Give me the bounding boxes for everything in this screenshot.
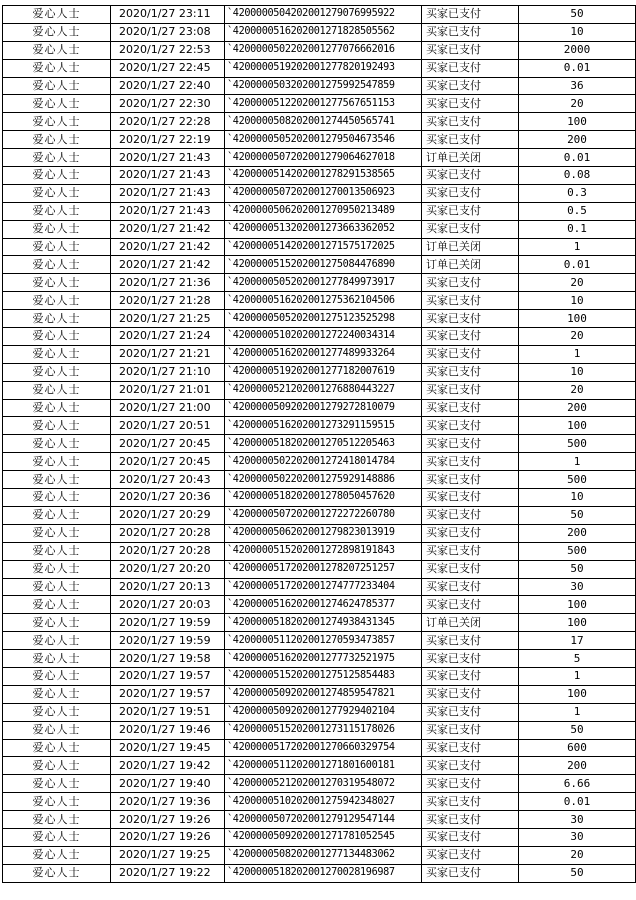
order-id-cell: `4200000508202001274450565741: [225, 113, 422, 131]
status-cell: 买家已支付: [422, 667, 519, 685]
time-cell: 2020/1/27 19:26: [111, 811, 225, 829]
status-cell: 买家已支付: [422, 23, 519, 41]
amount-cell: 100: [519, 596, 636, 614]
amount-cell: 20: [519, 328, 636, 346]
order-id-cell: `4200000521202001276880443227: [225, 381, 422, 399]
order-id-cell: `4200000509202001277929402104: [225, 703, 422, 721]
donor-name-cell: 爱心人士: [3, 6, 111, 24]
status-cell: 买家已支付: [422, 363, 519, 381]
order-id-cell: `4200000507202001279064627018: [225, 149, 422, 167]
status-cell: 买家已支付: [422, 399, 519, 417]
donor-name-cell: 爱心人士: [3, 23, 111, 41]
order-id-cell: `4200000518202001274938431345: [225, 614, 422, 632]
time-cell: 2020/1/27 23:11: [111, 6, 225, 24]
time-cell: 2020/1/27 21:36: [111, 274, 225, 292]
donor-name-cell: 爱心人士: [3, 220, 111, 238]
table-row: [3, 739, 636, 757]
table-row: [3, 775, 636, 793]
amount-cell: 100: [519, 310, 636, 328]
amount-cell: 600: [519, 739, 636, 757]
table-row: [3, 650, 636, 668]
order-id-cell: `4200000509202001274859547821: [225, 685, 422, 703]
amount-cell: 1: [519, 453, 636, 471]
status-cell: 买家已支付: [422, 417, 519, 435]
amount-cell: 20: [519, 381, 636, 399]
table-row: [3, 846, 636, 864]
amount-cell: 6.66: [519, 775, 636, 793]
amount-cell: 50: [519, 506, 636, 524]
donor-name-cell: 爱心人士: [3, 775, 111, 793]
status-cell: 买家已支付: [422, 345, 519, 363]
status-cell: 买家已支付: [422, 828, 519, 846]
amount-cell: 0.3: [519, 184, 636, 202]
table-row: [3, 721, 636, 739]
amount-cell: 30: [519, 828, 636, 846]
time-cell: 2020/1/27 19:59: [111, 614, 225, 632]
donation-records-table: [2, 5, 636, 883]
donor-name-cell: 爱心人士: [3, 667, 111, 685]
donor-name-cell: 爱心人士: [3, 167, 111, 185]
time-cell: 2020/1/27 22:53: [111, 41, 225, 59]
time-cell: 2020/1/27 21:24: [111, 328, 225, 346]
table-row: [3, 6, 636, 24]
donor-name-cell: 爱心人士: [3, 274, 111, 292]
table-row: [3, 95, 636, 113]
donor-name-cell: 爱心人士: [3, 328, 111, 346]
donor-name-cell: 爱心人士: [3, 95, 111, 113]
status-cell: 买家已支付: [422, 685, 519, 703]
order-id-cell: `4200000507202001279129547144: [225, 811, 422, 829]
table-row: [3, 292, 636, 310]
amount-cell: 1: [519, 345, 636, 363]
amount-cell: 500: [519, 542, 636, 560]
table-row: [3, 524, 636, 542]
table-row: [3, 328, 636, 346]
donor-name-cell: 爱心人士: [3, 77, 111, 95]
amount-cell: 500: [519, 471, 636, 489]
table-row: [3, 113, 636, 131]
amount-cell: 0.5: [519, 202, 636, 220]
table-row: [3, 274, 636, 292]
donor-name-cell: 爱心人士: [3, 256, 111, 274]
time-cell: 2020/1/27 20:20: [111, 560, 225, 578]
amount-cell: 5: [519, 650, 636, 668]
table-row: [3, 811, 636, 829]
donor-name-cell: 爱心人士: [3, 632, 111, 650]
order-id-cell: `4200000506202001279823013919: [225, 524, 422, 542]
status-cell: 买家已支付: [422, 77, 519, 95]
time-cell: 2020/1/27 19:46: [111, 721, 225, 739]
status-cell: 买家已支付: [422, 381, 519, 399]
status-cell: 订单已关闭: [422, 238, 519, 256]
order-id-cell: `4200000518202001270512205463: [225, 435, 422, 453]
time-cell: 2020/1/27 21:01: [111, 381, 225, 399]
order-id-cell: `4200000519202001277820192493: [225, 59, 422, 77]
time-cell: 2020/1/27 20:28: [111, 542, 225, 560]
donor-name-cell: 爱心人士: [3, 828, 111, 846]
amount-cell: 200: [519, 399, 636, 417]
time-cell: 2020/1/27 22:45: [111, 59, 225, 77]
table-row: [3, 149, 636, 167]
table-row: [3, 667, 636, 685]
table-row: [3, 363, 636, 381]
donor-name-cell: 爱心人士: [3, 149, 111, 167]
order-id-cell: `4200000504202001279076995922: [225, 6, 422, 24]
table-row: [3, 506, 636, 524]
table-row: [3, 310, 636, 328]
amount-cell: 1: [519, 238, 636, 256]
time-cell: 2020/1/27 22:19: [111, 131, 225, 149]
amount-cell: 200: [519, 131, 636, 149]
status-cell: 买家已支付: [422, 864, 519, 882]
time-cell: 2020/1/27 19:26: [111, 828, 225, 846]
time-cell: 2020/1/27 19:22: [111, 864, 225, 882]
order-id-cell: `4200000512202001277567651153: [225, 95, 422, 113]
time-cell: 2020/1/27 20:13: [111, 578, 225, 596]
time-cell: 2020/1/27 19:57: [111, 667, 225, 685]
time-cell: 2020/1/27 20:45: [111, 435, 225, 453]
table-row: [3, 453, 636, 471]
amount-cell: 17: [519, 632, 636, 650]
status-cell: 买家已支付: [422, 524, 519, 542]
order-id-cell: `4200000516202001277732521975: [225, 650, 422, 668]
donor-name-cell: 爱心人士: [3, 721, 111, 739]
amount-cell: 0.01: [519, 59, 636, 77]
status-cell: 买家已支付: [422, 703, 519, 721]
donor-name-cell: 爱心人士: [3, 685, 111, 703]
status-cell: 买家已支付: [422, 846, 519, 864]
time-cell: 2020/1/27 20:45: [111, 453, 225, 471]
donor-name-cell: 爱心人士: [3, 59, 111, 77]
donor-name-cell: 爱心人士: [3, 202, 111, 220]
donor-name-cell: 爱心人士: [3, 703, 111, 721]
table-row: [3, 542, 636, 560]
status-cell: 买家已支付: [422, 811, 519, 829]
table-row: [3, 417, 636, 435]
table-row: [3, 381, 636, 399]
time-cell: 2020/1/27 19:57: [111, 685, 225, 703]
order-id-cell: `4200000517202001270660329754: [225, 739, 422, 757]
order-id-cell: `4200000516202001277489933264: [225, 345, 422, 363]
time-cell: 2020/1/27 20:43: [111, 471, 225, 489]
status-cell: 买家已支付: [422, 167, 519, 185]
table-row: [3, 793, 636, 811]
donor-name-cell: 爱心人士: [3, 113, 111, 131]
donor-name-cell: 爱心人士: [3, 489, 111, 507]
time-cell: 2020/1/27 21:42: [111, 256, 225, 274]
table-row: [3, 596, 636, 614]
amount-cell: 1: [519, 703, 636, 721]
amount-cell: 20: [519, 846, 636, 864]
amount-cell: 0.01: [519, 793, 636, 811]
amount-cell: 20: [519, 274, 636, 292]
order-id-cell: `4200000519202001277182007619: [225, 363, 422, 381]
amount-cell: 500: [519, 435, 636, 453]
time-cell: 2020/1/27 22:28: [111, 113, 225, 131]
table-row: [3, 435, 636, 453]
donor-name-cell: 爱心人士: [3, 238, 111, 256]
time-cell: 2020/1/27 19:59: [111, 632, 225, 650]
table-row: [3, 184, 636, 202]
status-cell: 买家已支付: [422, 596, 519, 614]
amount-cell: 0.01: [519, 149, 636, 167]
amount-cell: 0.08: [519, 167, 636, 185]
donor-name-cell: 爱心人士: [3, 399, 111, 417]
status-cell: 买家已支付: [422, 202, 519, 220]
status-cell: 买家已支付: [422, 95, 519, 113]
time-cell: 2020/1/27 21:43: [111, 149, 225, 167]
donor-name-cell: 爱心人士: [3, 292, 111, 310]
table-row: [3, 685, 636, 703]
table-body: [3, 6, 636, 883]
order-id-cell: `4200000518202001278050457620: [225, 489, 422, 507]
order-id-cell: `4200000509202001279272810079: [225, 399, 422, 417]
status-cell: 买家已支付: [422, 775, 519, 793]
donor-name-cell: 爱心人士: [3, 453, 111, 471]
status-cell: 买家已支付: [422, 220, 519, 238]
status-cell: 买家已支付: [422, 739, 519, 757]
amount-cell: 50: [519, 721, 636, 739]
table-row: [3, 238, 636, 256]
order-id-cell: `4200000518202001270028196987: [225, 864, 422, 882]
donor-name-cell: 爱心人士: [3, 131, 111, 149]
table-row: [3, 614, 636, 632]
status-cell: 买家已支付: [422, 328, 519, 346]
order-id-cell: `4200000508202001277134483062: [225, 846, 422, 864]
table-row: [3, 345, 636, 363]
time-cell: 2020/1/27 19:51: [111, 703, 225, 721]
amount-cell: 200: [519, 524, 636, 542]
order-id-cell: `4200000505202001279504673546: [225, 131, 422, 149]
status-cell: 买家已支付: [422, 6, 519, 24]
order-id-cell: `4200000503202001275992547859: [225, 77, 422, 95]
time-cell: 2020/1/27 22:40: [111, 77, 225, 95]
donor-name-cell: 爱心人士: [3, 542, 111, 560]
time-cell: 2020/1/27 22:30: [111, 95, 225, 113]
time-cell: 2020/1/27 19:40: [111, 775, 225, 793]
order-id-cell: `4200000511202001271801600181: [225, 757, 422, 775]
order-id-cell: `4200000506202001270950213489: [225, 202, 422, 220]
table-row: [3, 167, 636, 185]
time-cell: 2020/1/27 21:00: [111, 399, 225, 417]
time-cell: 2020/1/27 21:28: [111, 292, 225, 310]
table-row: [3, 578, 636, 596]
donor-name-cell: 爱心人士: [3, 417, 111, 435]
amount-cell: 20: [519, 95, 636, 113]
status-cell: 买家已支付: [422, 274, 519, 292]
amount-cell: 100: [519, 417, 636, 435]
amount-cell: 0.1: [519, 220, 636, 238]
time-cell: 2020/1/27 20:29: [111, 506, 225, 524]
time-cell: 2020/1/27 21:25: [111, 310, 225, 328]
status-cell: 订单已关闭: [422, 256, 519, 274]
time-cell: 2020/1/27 21:21: [111, 345, 225, 363]
amount-cell: 10: [519, 363, 636, 381]
time-cell: 2020/1/27 21:10: [111, 363, 225, 381]
amount-cell: 36: [519, 77, 636, 95]
order-id-cell: `4200000521202001270319548072: [225, 775, 422, 793]
time-cell: 2020/1/27 21:42: [111, 220, 225, 238]
status-cell: 买家已支付: [422, 113, 519, 131]
table-row: [3, 560, 636, 578]
order-id-cell: `4200000516202001275362104506: [225, 292, 422, 310]
donor-name-cell: 爱心人士: [3, 184, 111, 202]
order-id-cell: `4200000516202001273291159515: [225, 417, 422, 435]
time-cell: 2020/1/27 19:45: [111, 739, 225, 757]
order-id-cell: `4200000509202001271781052545: [225, 828, 422, 846]
time-cell: 2020/1/27 19:36: [111, 793, 225, 811]
table-row: [3, 399, 636, 417]
time-cell: 2020/1/27 20:36: [111, 489, 225, 507]
donor-name-cell: 爱心人士: [3, 363, 111, 381]
donor-name-cell: 爱心人士: [3, 846, 111, 864]
table-row: [3, 757, 636, 775]
table-row: [3, 632, 636, 650]
donor-name-cell: 爱心人士: [3, 381, 111, 399]
donor-name-cell: 爱心人士: [3, 757, 111, 775]
time-cell: 2020/1/27 19:25: [111, 846, 225, 864]
order-id-cell: `4200000514202001278291538565: [225, 167, 422, 185]
amount-cell: 0.01: [519, 256, 636, 274]
time-cell: 2020/1/27 20:51: [111, 417, 225, 435]
time-cell: 2020/1/27 21:42: [111, 238, 225, 256]
order-id-cell: `4200000513202001273663362052: [225, 220, 422, 238]
table-row: [3, 202, 636, 220]
table-row: [3, 256, 636, 274]
donor-name-cell: 爱心人士: [3, 793, 111, 811]
amount-cell: 50: [519, 6, 636, 24]
order-id-cell: `4200000505202001277849973917: [225, 274, 422, 292]
donor-name-cell: 爱心人士: [3, 41, 111, 59]
status-cell: 买家已支付: [422, 506, 519, 524]
status-cell: 买家已支付: [422, 453, 519, 471]
table-row: [3, 489, 636, 507]
status-cell: 买家已支付: [422, 793, 519, 811]
order-id-cell: `4200000502202001277076662016: [225, 41, 422, 59]
table-row: [3, 59, 636, 77]
order-id-cell: `4200000502202001275929148886: [225, 471, 422, 489]
time-cell: 2020/1/27 20:28: [111, 524, 225, 542]
amount-cell: 2000: [519, 41, 636, 59]
donor-name-cell: 爱心人士: [3, 310, 111, 328]
donor-name-cell: 爱心人士: [3, 435, 111, 453]
status-cell: 订单已关闭: [422, 149, 519, 167]
table-row: [3, 41, 636, 59]
order-id-cell: `4200000516202001271828505562: [225, 23, 422, 41]
donor-name-cell: 爱心人士: [3, 560, 111, 578]
order-id-cell: `4200000517202001278207251257: [225, 560, 422, 578]
order-id-cell: `4200000507202001270013506923: [225, 184, 422, 202]
donor-name-cell: 爱心人士: [3, 596, 111, 614]
table-row: [3, 220, 636, 238]
time-cell: 2020/1/27 21:43: [111, 184, 225, 202]
donor-name-cell: 爱心人士: [3, 524, 111, 542]
status-cell: 买家已支付: [422, 578, 519, 596]
table-row: [3, 703, 636, 721]
status-cell: 买家已支付: [422, 542, 519, 560]
table-row: [3, 77, 636, 95]
status-cell: 买家已支付: [422, 471, 519, 489]
order-id-cell: `4200000505202001275123525298: [225, 310, 422, 328]
status-cell: 买家已支付: [422, 560, 519, 578]
table-row: [3, 864, 636, 882]
amount-cell: 30: [519, 811, 636, 829]
amount-cell: 10: [519, 489, 636, 507]
table-row: [3, 131, 636, 149]
amount-cell: 50: [519, 864, 636, 882]
amount-cell: 10: [519, 23, 636, 41]
amount-cell: 10: [519, 292, 636, 310]
table-row: [3, 828, 636, 846]
amount-cell: 200: [519, 757, 636, 775]
status-cell: 买家已支付: [422, 650, 519, 668]
donor-name-cell: 爱心人士: [3, 864, 111, 882]
order-id-cell: `4200000516202001274624785377: [225, 596, 422, 614]
donor-name-cell: 爱心人士: [3, 650, 111, 668]
status-cell: 买家已支付: [422, 435, 519, 453]
donor-name-cell: 爱心人士: [3, 345, 111, 363]
amount-cell: 50: [519, 560, 636, 578]
order-id-cell: `4200000511202001270593473857: [225, 632, 422, 650]
status-cell: 买家已支付: [422, 632, 519, 650]
order-id-cell: `4200000515202001272898191843: [225, 542, 422, 560]
amount-cell: 100: [519, 113, 636, 131]
time-cell: 2020/1/27 19:58: [111, 650, 225, 668]
status-cell: 买家已支付: [422, 59, 519, 77]
order-id-cell: `4200000510202001275942348027: [225, 793, 422, 811]
time-cell: 2020/1/27 23:08: [111, 23, 225, 41]
amount-cell: 30: [519, 578, 636, 596]
time-cell: 2020/1/27 21:43: [111, 167, 225, 185]
order-id-cell: `4200000510202001272240034314: [225, 328, 422, 346]
time-cell: 2020/1/27 20:03: [111, 596, 225, 614]
status-cell: 买家已支付: [422, 41, 519, 59]
amount-cell: 100: [519, 685, 636, 703]
status-cell: 买家已支付: [422, 292, 519, 310]
order-id-cell: `4200000507202001272272260780: [225, 506, 422, 524]
donor-name-cell: 爱心人士: [3, 578, 111, 596]
status-cell: 买家已支付: [422, 721, 519, 739]
donor-name-cell: 爱心人士: [3, 471, 111, 489]
table-row: [3, 23, 636, 41]
amount-cell: 1: [519, 667, 636, 685]
order-id-cell: `4200000514202001271575172025: [225, 238, 422, 256]
time-cell: 2020/1/27 19:42: [111, 757, 225, 775]
order-id-cell: `4200000515202001275084476890: [225, 256, 422, 274]
order-id-cell: `4200000502202001272418014784: [225, 453, 422, 471]
status-cell: 买家已支付: [422, 310, 519, 328]
amount-cell: 100: [519, 614, 636, 632]
status-cell: 订单已关闭: [422, 614, 519, 632]
order-id-cell: `4200000517202001274777233404: [225, 578, 422, 596]
status-cell: 买家已支付: [422, 184, 519, 202]
order-id-cell: `4200000515202001273115178026: [225, 721, 422, 739]
status-cell: 买家已支付: [422, 131, 519, 149]
time-cell: 2020/1/27 21:43: [111, 202, 225, 220]
table-row: [3, 471, 636, 489]
status-cell: 买家已支付: [422, 489, 519, 507]
donor-name-cell: 爱心人士: [3, 506, 111, 524]
donor-name-cell: 爱心人士: [3, 811, 111, 829]
donor-name-cell: 爱心人士: [3, 739, 111, 757]
order-id-cell: `4200000515202001275125854483: [225, 667, 422, 685]
status-cell: 买家已支付: [422, 757, 519, 775]
donor-name-cell: 爱心人士: [3, 614, 111, 632]
